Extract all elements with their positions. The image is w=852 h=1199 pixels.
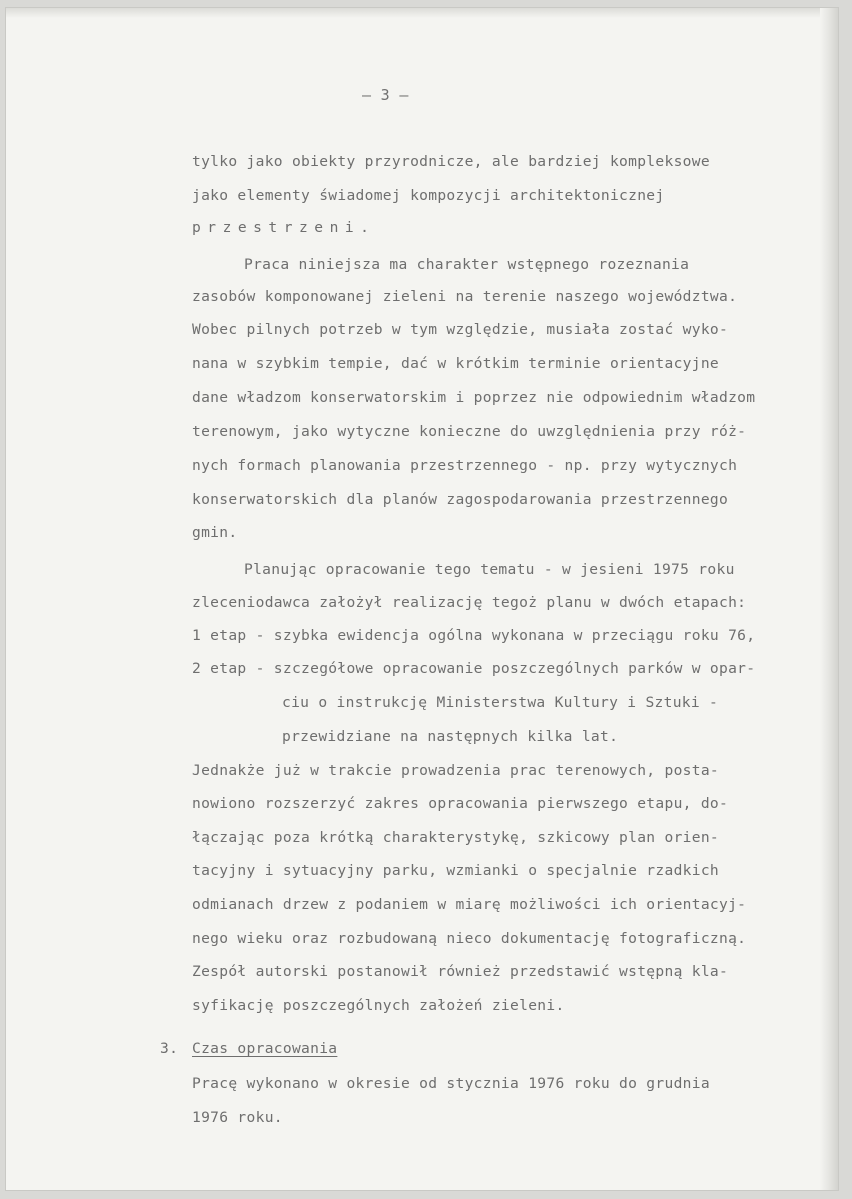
scan-right-edge [820, 8, 838, 1190]
text-line: Zespół autorski postanowił również przedstawić wstępną kla- [192, 963, 729, 980]
text-line: odmianach drzew z podaniem w miarę możliwości ich orientacyj- [192, 896, 747, 913]
section-number: 3. [160, 1040, 179, 1057]
text-line: nana w szybkim tempie, dać w krótkim terminie orientacyjne [192, 355, 719, 372]
text-line: Planując opracowanie tego tematu - w jesieni 1975 roku [244, 561, 735, 578]
page-number: — 3 — [362, 86, 409, 104]
list-item-etap-1: 1 etap - szybka ewidencja ogólna wykonana w przeciągu roku 76, [192, 627, 756, 644]
text-line: konserwatorskich dla planów zagospodarowania przestrzennego [192, 491, 729, 508]
text-line: tylko jako obiekty przyrodnicze, ale bardziej kompleksowe [192, 153, 710, 170]
text-line: nych formach planowania przestrzennego - np. przy wytycznych [192, 457, 738, 474]
text-line: ciu o instrukcję Ministerstwa Kultury i Sztuki - [282, 694, 719, 711]
text-line: przewidziane na następnych kilka lat. [282, 728, 619, 745]
text-line: jako elementy świadomej kompozycji architektonicznej [192, 187, 665, 204]
text-line: Jednakże już w trakcie prowadzenia prac terenowych, posta- [192, 762, 719, 779]
text-line: łączając poza krótką charakterystykę, szkicowy plan orien- [192, 829, 719, 846]
text-line: 1976 roku. [192, 1109, 283, 1126]
text-line: nowiono rozszerzyć zakres opracowania pierwszego etapu, do- [192, 795, 729, 812]
text-line: Pracę wykonano w okresie od stycznia 1976 roku do grudnia [192, 1075, 710, 1092]
text-line: dane władzom konserwatorskim i poprzez nie odpowiednim władzom [192, 389, 756, 406]
section-heading: Czas opracowania [192, 1040, 338, 1057]
text-line: tacyjny i sytuacyjny parku, wzmianki o specjalnie rzadkich [192, 862, 719, 879]
text-line: nego wieku oraz rozbudowaną nieco dokumentację fotograficzną. [192, 930, 747, 947]
text-line: Wobec pilnych potrzeb w tym względzie, musiała zostać wyko- [192, 321, 729, 338]
text-line: Praca niniejsza ma charakter wstępnego rozeznania [244, 256, 690, 273]
scan-top-edge [6, 8, 838, 18]
text-line: terenowym, jako wytyczne konieczne do uwzględnienia przy róż- [192, 423, 747, 440]
text-line: zasobów komponowanej zieleni na terenie naszego województwa. [192, 288, 738, 305]
text-line: zleceniodawca założył realizację tegoż planu w dwóch etapach: [192, 594, 747, 611]
text-line: syfikację poszczególnych założeń zieleni. [192, 997, 565, 1014]
text-line: gmin. [192, 524, 238, 541]
list-item-etap-2: 2 etap - szczegółowe opracowanie poszczególnych parków w opar- [192, 660, 756, 677]
text-line-spaced: przestrzeni. [192, 219, 376, 236]
